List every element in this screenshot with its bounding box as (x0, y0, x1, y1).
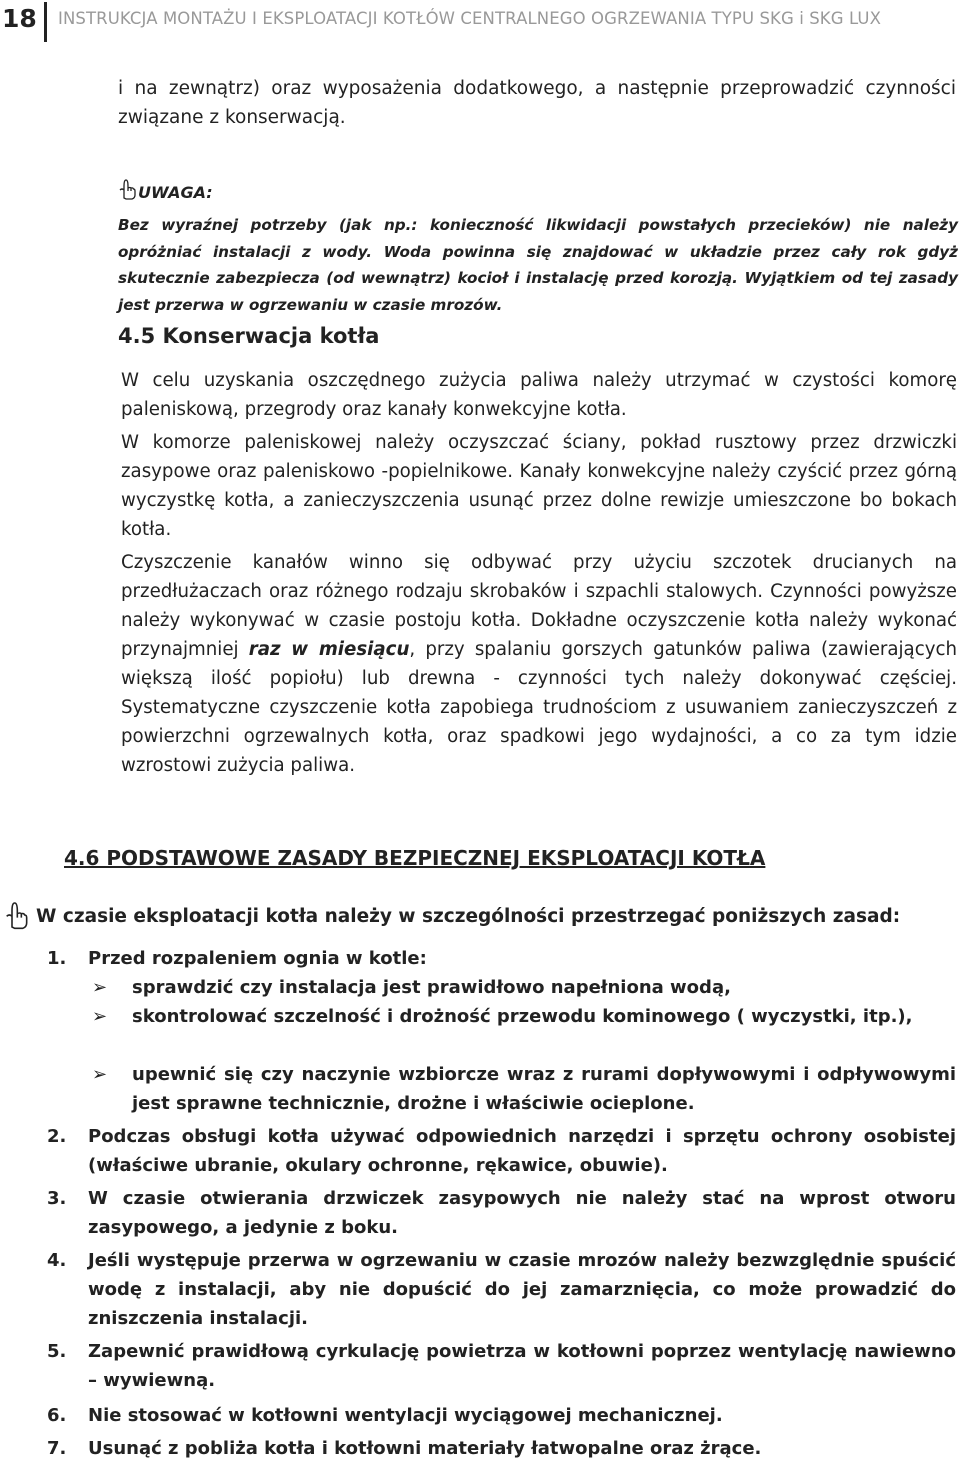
item-number: 4. (47, 1250, 67, 1271)
item-text: Usunąć z pobliża kotła i kotłowni materiały łatwopalne oraz żrące. (88, 1438, 762, 1459)
item-number: 1. (47, 948, 67, 969)
section-46-heading: 4.6 PODSTAWOWE ZASADY BEZPIECZNEJ EKSPLOATACJI KOTŁA (64, 846, 766, 870)
arrow-bullet-icon: ➢ (92, 1006, 108, 1027)
section-45-heading: 4.5 Konserwacja kotła (118, 324, 380, 348)
header-divider (44, 2, 47, 42)
page-header (0, 0, 960, 46)
section-45-paragraph-3 (121, 548, 957, 780)
arrow-bullet-icon: ➢ (92, 977, 108, 998)
warning-text: Bez wyraźnej potrzeby (jak np.: konieczność likwidacji powstałych przecieków) nie należy opróżniać instalacji z wody. Woda powinna się znajdować w układzie przez cały rok gdyż skutecznie zabezpiecza (od wewnątrz) kocioł i instalację przed korozją. Wyjątkiem od tej zasady jest przerwa w ogrzewaniu w czasie mrozów. (118, 216, 958, 314)
p3-part-b: , przy spalaniu gorszych gatunków paliwa (zawierających większą ilość popiołu) lub drewna - czynności tych należy dokonywać częściej. Systematyczne czyszczenie kotła zapobiega trudnościom z usuwaniem zanieczyszczeń z powierzchni ogrzewalnych kotła, oraz spadkowi jego wydajności, a co za tym idzie wzrostowi zużycia paliwa. (121, 639, 957, 776)
page-number: 18 (2, 4, 37, 33)
bullet-text: sprawdzić czy instalacja jest prawidłowo napełniona wodą, (132, 977, 731, 998)
item-text: Przed rozpaleniem ognia w kotle: (88, 948, 427, 969)
pointing-hand-icon (118, 178, 136, 200)
item-text: Jeśli występuje przerwa w ogrzewaniu w czasie mrozów należy bezwzględnie spuścić wodę z instalacji, aby nie dopuścić do jej zamarznięcia, co może prowadzić do zniszczenia instalacji. (88, 1250, 956, 1329)
item-number: 2. (47, 1126, 67, 1147)
pointing-hand-icon (4, 900, 28, 930)
section-45-paragraph-2: W komorze paleniskowej należy oczyszczać ściany, pokład rusztowy przez drzwiczki zasypowe oraz paleniskowo -popielnikowe. Kanały konwekcyjne należy czyścić przez górną wyczystkę kotła, a zanieczyszczenia usunąć przez dolne rewizje umieszczone bo bokach kotła. (121, 432, 957, 540)
p3-part-a: Czyszczenie kanałów winno się odbywać przy użyciu szczotek drucianych na przedłużaczach oraz różnego rodzaju skrobaków i szpachli stalowych. Czynności powyższe należy wykonywać w czasie postoju kotła. Dokładne oczyszczenie kotła należy wykonać przynajmniej (121, 552, 957, 660)
bullet-text: upewnić się czy naczynie wzbiorcze wraz z rurami dopływowymi i odpływowymi jest sprawne technicznie, drożne i właściwie ocieplone. (132, 1064, 956, 1114)
bullet-text: skontrolować szczelność i drożność przewodu kominowego ( wyczystki, itp.), (132, 1006, 913, 1027)
item-text: Nie stosować w kotłowni wentylacji wyciągowej mechanicznej. (88, 1405, 723, 1426)
warning-label: UWAGA: (138, 183, 213, 202)
item-text: Podczas obsługi kotła używać odpowiednich narzędzi i sprzętu ochrony osobistej (właściwe ubranie, okulary ochronne, rękawice, obuwie). (88, 1126, 956, 1176)
item-text: Zapewnić prawidłową cyrkulację powietrza w kotłowni poprzez wentylację nawiewno – wywiewną. (88, 1341, 956, 1391)
item-number: 5. (47, 1341, 67, 1362)
section-45-paragraph-1: W celu uzyskania oszczędnego zużycia paliwa należy utrzymać w czystości komorę paleniskową, przegrody oraz kanały konwekcyjne kotła. (121, 370, 957, 420)
item-text: W czasie otwierania drzwiczek zasypowych nie należy stać na wprost otworu zasypowego, a jedynie z boku. (88, 1188, 956, 1238)
header-title: INSTRUKCJA MONTAŻU I EKSPLOATACJI KOTŁÓW CENTRALNEGO OGRZEWANIA TYPU SKG i SKG LUX (58, 9, 882, 28)
rules-intro: W czasie eksploatacji kotła należy w szczególności przestrzegać poniższych zasad: (36, 906, 901, 927)
item-number: 3. (47, 1188, 67, 1209)
item-number: 7. (47, 1438, 67, 1459)
item-number: 6. (47, 1405, 67, 1426)
warning-heading (118, 178, 213, 204)
arrow-bullet-icon: ➢ (92, 1064, 108, 1085)
intro-paragraph: i na zewnątrz) oraz wyposażenia dodatkowego, a następnie przeprowadzić czynności związane z konserwacją. (118, 78, 956, 128)
p3-emphasis: raz w miesiącu (248, 639, 410, 660)
